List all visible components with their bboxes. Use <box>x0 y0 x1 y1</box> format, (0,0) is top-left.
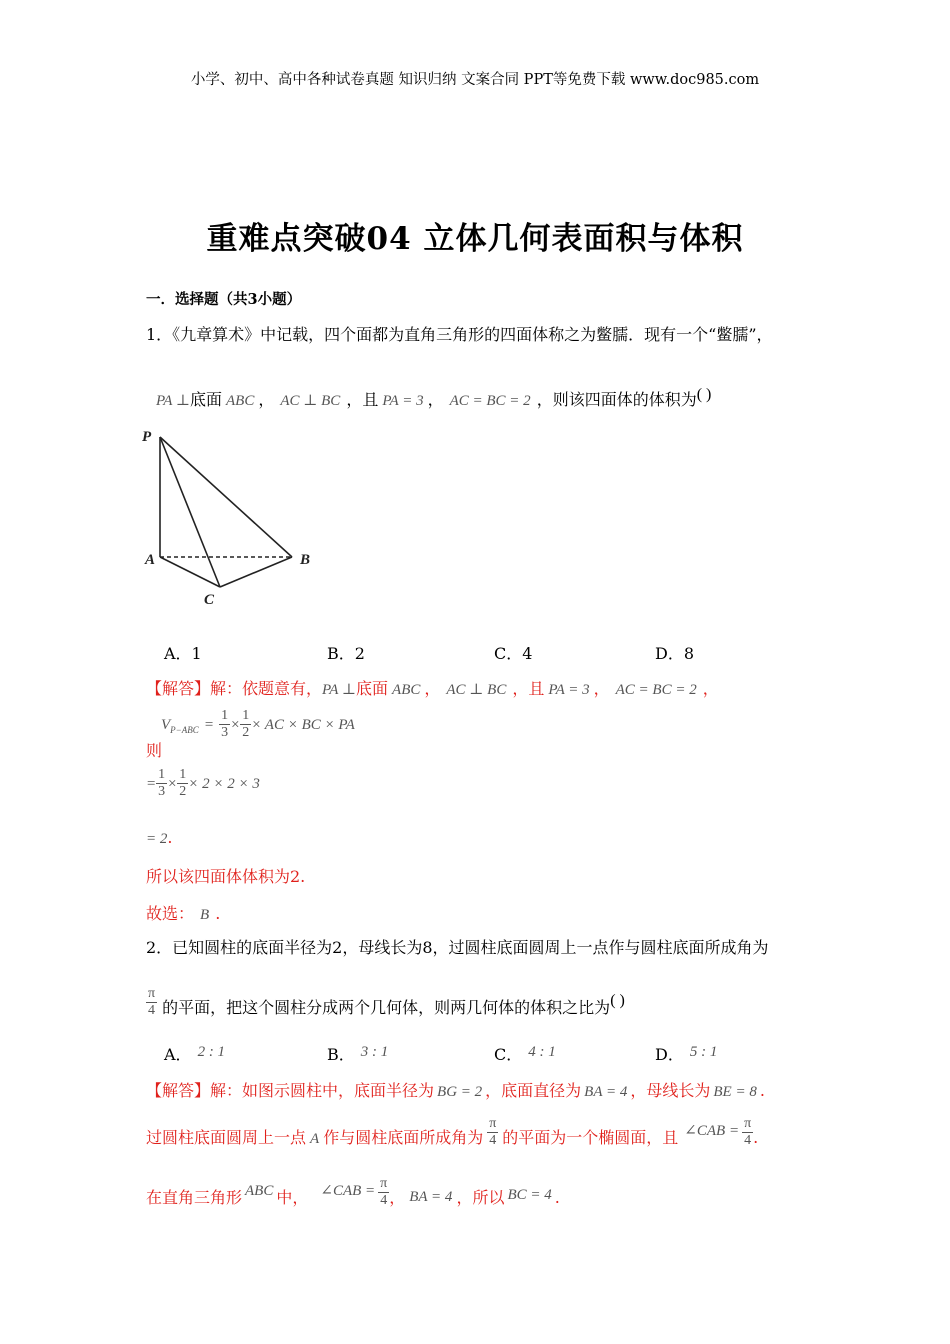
q1-option-a: A．1 <box>164 644 202 663</box>
a2-math-be: BE = 8 <box>713 1084 757 1100</box>
choice-label: 故选： <box>146 904 195 923</box>
a2-line3 <box>146 1176 560 1209</box>
numerator: 1 <box>221 708 229 723</box>
a2-text: 在直角三角形 <box>146 1188 243 1207</box>
a1-text: ， <box>424 679 441 698</box>
option-label: B． <box>327 1045 355 1064</box>
a1-text: ， <box>593 679 610 698</box>
substitution-expression: × 2 × 2 × 3 <box>188 776 260 792</box>
volume-symbol: V <box>161 717 171 733</box>
option-value: 4 : 1 <box>528 1044 556 1060</box>
a2-text: ，底面直径为 <box>485 1081 582 1100</box>
times-sign: × <box>167 776 178 792</box>
a1-math-pa-perp: PA ⊥ <box>322 682 357 698</box>
q2-line1: 2．已知圆柱的底面半径为2，母线长为8，过圆柱底面圆周上一点作与圆柱底面所成角为 <box>146 938 769 957</box>
fraction-pi-over-4 <box>742 1116 753 1149</box>
a1-math-ac-bc-2: AC = BC = 2 <box>615 682 697 698</box>
answer-tag: 【解答】 <box>146 679 211 698</box>
fraction-one-third <box>156 767 167 800</box>
vertex-label-c: C <box>204 592 215 608</box>
a2-math-bc: BC = 4 <box>507 1187 552 1203</box>
equals-sign: = <box>146 776 157 792</box>
q1-math-abc: ABC <box>226 393 255 409</box>
a1-substitution <box>146 767 260 800</box>
page-title: 重难点突破04 立体几何表面积与体积 <box>206 221 744 257</box>
a2-text: ，母线长为 <box>630 1081 711 1100</box>
result-value: = 2 <box>146 831 168 847</box>
a2-text: . <box>759 1081 765 1100</box>
q1-text: ，则该四面体的体积为 <box>536 390 697 409</box>
q1-option-c: C．4 <box>494 644 533 663</box>
a2-text: ， <box>389 1188 406 1207</box>
option-value: 3 : 1 <box>360 1044 389 1060</box>
a1-math-ac-perp-bc: AC ⊥ BC <box>446 682 507 698</box>
fraction-pi-over-4 <box>378 1176 389 1209</box>
edge-ac <box>160 557 220 587</box>
option-label: A． <box>164 1045 192 1064</box>
denominator: 2 <box>242 725 250 740</box>
a2-text: ，所以 <box>456 1188 505 1207</box>
a1-conclusion: 所以该四面体体积为2. <box>146 867 306 886</box>
fraction-pi-over-4 <box>146 986 157 1019</box>
q1-math-pa-3: PA = 3 <box>382 393 424 409</box>
page-header: 小学、初中、高中各种试卷真题 知识归纳 文案合同 PPT等免费下载 www.doc985.com <box>190 72 760 88</box>
a2-text: 过圆柱底面圆周上一点 <box>146 1128 307 1147</box>
fraction-one-half <box>240 708 251 741</box>
q1-math-pa-perp: PA ⊥ <box>156 393 190 409</box>
answer-tag: 【解答】 <box>146 1081 211 1100</box>
fraction-one-half <box>177 767 188 800</box>
section-heading: 一．选择题（共3小题） <box>146 291 302 308</box>
numerator: π <box>489 1116 497 1131</box>
denominator: 4 <box>489 1133 497 1148</box>
option-label: C． <box>494 1045 523 1064</box>
q2-line2 <box>146 986 625 1019</box>
a2-math-angle: ∠CAB = <box>684 1123 740 1139</box>
q1-option-b: B．2 <box>327 644 365 663</box>
q1-line2 <box>156 386 711 410</box>
option-value: 2 : 1 <box>197 1044 226 1060</box>
numerator: 1 <box>158 767 166 782</box>
a2-math-point-a: A <box>310 1131 320 1147</box>
option-label: D． <box>655 1045 684 1064</box>
a1-then: 则 <box>146 741 163 760</box>
edge-pc <box>160 437 220 587</box>
a2-text: . <box>753 1128 759 1147</box>
times-sign: × <box>230 717 241 733</box>
denominator: 3 <box>221 725 229 740</box>
a2-math-bg: BG = 2 <box>437 1084 483 1100</box>
formula-expression: × AC × BC × PA <box>251 717 355 733</box>
numerator: π <box>148 986 156 1001</box>
option-value: 5 : 1 <box>689 1044 718 1060</box>
edge-pb <box>160 437 292 557</box>
edge-cb <box>220 557 292 587</box>
denominator: 4 <box>148 1003 156 1018</box>
q1-text: ， <box>258 390 275 409</box>
a2-text: 的平面为一个椭圆面，且 <box>502 1128 679 1147</box>
q1-text: ，且 <box>346 390 379 409</box>
vertex-label-b: B <box>300 552 311 568</box>
denominator: 2 <box>179 784 187 799</box>
a1-text: 底面 <box>356 679 389 698</box>
choice-value: B <box>200 907 210 923</box>
q1-line1: 1．《九章算术》中记载，四个面都为直角三角形的四面体称之为鳖臑．现有一个“鳖臑”， <box>146 325 773 344</box>
result-period: . <box>167 828 173 847</box>
q2-option-a <box>164 1042 225 1065</box>
a2-line1 <box>146 1078 765 1101</box>
q1-text: 底面 <box>189 390 222 409</box>
q2-answer-blank: ( ) <box>610 992 625 1009</box>
a1-text: ， <box>702 679 719 698</box>
fraction-one-third <box>219 708 230 741</box>
tetrahedron-figure <box>138 420 328 615</box>
a2-math-ba: BA = 4 <box>584 1084 628 1100</box>
a2-math-ba: BA = 4 <box>409 1189 453 1205</box>
a1-volume-formula <box>161 708 355 741</box>
numerator: π <box>744 1116 752 1131</box>
fraction-pi-over-4 <box>487 1116 498 1149</box>
a1-text: ，且 <box>512 679 545 698</box>
denominator: 3 <box>158 784 166 799</box>
a2-text: . <box>554 1188 560 1207</box>
a1-math-pa-3: PA = 3 <box>548 682 590 698</box>
a2-math-abc: ABC <box>245 1183 274 1199</box>
a1-math-abc: ABC <box>392 682 421 698</box>
vertex-label-p: P <box>142 429 152 445</box>
q2-option-c <box>494 1042 556 1065</box>
numerator: 1 <box>179 767 187 782</box>
a2-line2 <box>146 1116 758 1149</box>
q2-option-d <box>655 1042 717 1065</box>
q1-math-ac-perp-bc: AC ⊥ BC <box>280 393 341 409</box>
equals-sign: = <box>203 717 214 733</box>
q2-option-b <box>327 1042 388 1065</box>
denominator: 4 <box>380 1193 388 1208</box>
vertex-label-a: A <box>145 552 156 568</box>
q1-option-d: D．8 <box>655 644 695 663</box>
a2-math-angle: ∠CAB = <box>320 1183 376 1199</box>
numerator: π <box>380 1176 388 1191</box>
a2-text: 作与圆柱底面所成角为 <box>323 1128 484 1147</box>
a1-choice <box>146 901 220 924</box>
volume-subscript: P−ABC <box>170 725 199 735</box>
q1-text: ， <box>427 390 444 409</box>
a2-text: 解：如图示圆柱中，底面半径为 <box>210 1081 435 1100</box>
a2-text: 中， <box>276 1188 309 1207</box>
numerator: 1 <box>242 708 250 723</box>
a1-line1 <box>146 676 719 699</box>
q2-text: 的平面，把这个圆柱分成两个几何体，则两几何体的体积之比为 <box>162 998 611 1017</box>
q1-math-ac-bc-2: AC = BC = 2 <box>449 393 531 409</box>
a1-result <box>146 828 172 848</box>
q1-answer-blank: ( ) <box>696 386 712 403</box>
denominator: 4 <box>744 1133 752 1148</box>
a1-text: 解：依题意有， <box>210 679 323 698</box>
choice-end: . <box>215 904 221 923</box>
